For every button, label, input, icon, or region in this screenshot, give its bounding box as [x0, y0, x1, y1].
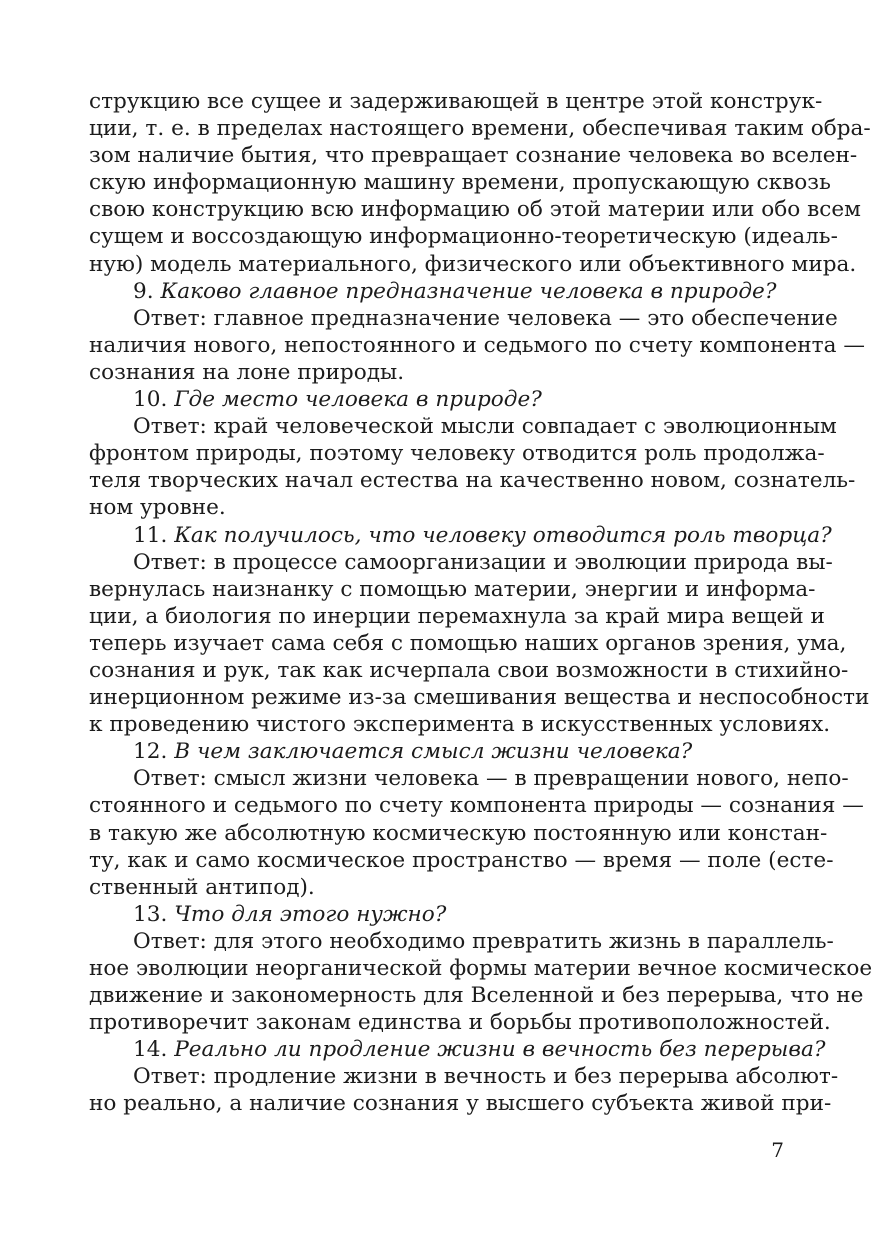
- answer-line: вернулась наизнанку с помощью материи, энергии и информа-: [89, 576, 816, 602]
- question-number: 9.: [133, 278, 154, 304]
- answer-line: противоречит законам единства и борьбы противоположностей.: [89, 1010, 831, 1036]
- text-line: свою конструкцию всю информацию об этой материи или обо всем: [89, 197, 861, 223]
- answer-line: Ответ: главное предназначение человека — это обеспечение: [133, 305, 838, 331]
- question-number: 12.: [133, 739, 168, 765]
- question-text: Реально ли продление жизни в вечность без перерыва?: [174, 1037, 826, 1063]
- question-9: [89, 278, 785, 305]
- question-number: 10.: [133, 387, 168, 413]
- answer-line: ное эволюции неорганической формы материи вечное космическое: [89, 956, 873, 981]
- question-12: [89, 738, 785, 765]
- answer-line: наличия нового, непостоянного и седьмого по счету компонента —: [89, 332, 865, 358]
- answer-line: Ответ: продление жизни в вечность и без перерыва абсолют-: [133, 1064, 839, 1090]
- question-text: Где место человека в природе?: [174, 387, 542, 413]
- answer-line: движение и закономерность для Вселенной и без перерыва, что не: [89, 983, 864, 1009]
- answer-line: Ответ: для этого необходимо превратить жизнь в параллель-: [133, 928, 834, 954]
- answer-line: ственный антипод).: [89, 874, 315, 900]
- question-14: [89, 1036, 826, 1063]
- question-number: 13.: [133, 901, 168, 927]
- answer-line: теля творческих начал естества на качественно новом, сознатель-: [89, 468, 856, 494]
- answer-line: теперь изучает сама себя с помощью наших органов зрения, ума,: [89, 630, 847, 656]
- text-line: ции, т. е. в пределах настоящего времени, обеспечивая таким обра-: [89, 116, 871, 142]
- answer-line: инерционном режиме из-за смешивания вещества и неспособности: [89, 685, 870, 711]
- text-line: сущем и воссоздающую информационно-теоретическую (идеаль-: [89, 224, 838, 250]
- page-number: 7: [771, 1138, 784, 1162]
- question-text: Каково главное предназначение человека в природе?: [160, 278, 777, 304]
- question-number: 11.: [133, 522, 168, 548]
- question-number: 14.: [133, 1037, 168, 1063]
- question-text: В чем заключается смысл жизни человека?: [174, 739, 693, 765]
- answer-line: фронтом природы, поэтому человеку отводится роль продолжа-: [89, 441, 825, 467]
- answer-line: ном уровне.: [89, 495, 226, 521]
- answer-line: Ответ: в процессе самоорганизации и эволюции природа вы-: [133, 549, 833, 575]
- text-line: ную) модель материального, физического или объективного мира.: [89, 251, 857, 277]
- text-line: зом наличие бытия, что превращает сознание человека во вселен-: [89, 143, 858, 169]
- answer-line: сознания и рук, так как исчерпала свои возможности в стихийно-: [89, 657, 849, 683]
- question-text: Как получилось, что человеку отводится роль творца?: [174, 522, 832, 548]
- answer-line: стоянного и седьмого по счету компонента природы — сознания —: [89, 793, 864, 819]
- question-13: [89, 901, 785, 928]
- answer-line: но реально, а наличие сознания у высшего субъекта живой при-: [89, 1091, 832, 1117]
- answer-line: к проведению чистого эксперимента в искусственных условиях.: [89, 712, 831, 738]
- question-text: Что для этого нужно?: [174, 901, 447, 927]
- answer-line: Ответ: смысл жизни человека — в превращении нового, непо-: [133, 766, 849, 792]
- page-body: [89, 88, 873, 1118]
- answer-line: сознания на лоне природы.: [89, 359, 405, 385]
- answer-line: Ответ: край человеческой мысли совпадает с эволюционным: [133, 414, 837, 440]
- answer-line: ту, как и само космическое пространство — время — поле (есте-: [89, 847, 834, 873]
- answer-line: ции, а биология по инерции перемахнула за край мира вещей и: [89, 603, 825, 629]
- text-line: скую информационную машину времени, пропускающую сквозь: [89, 170, 831, 196]
- question-11: [89, 522, 832, 549]
- answer-line: в такую же абсолютную космическую постоянную или констан-: [89, 820, 828, 846]
- question-10: [89, 386, 785, 413]
- text-line: струкцию все сущее и задерживающей в центре этой конструк-: [89, 89, 823, 114]
